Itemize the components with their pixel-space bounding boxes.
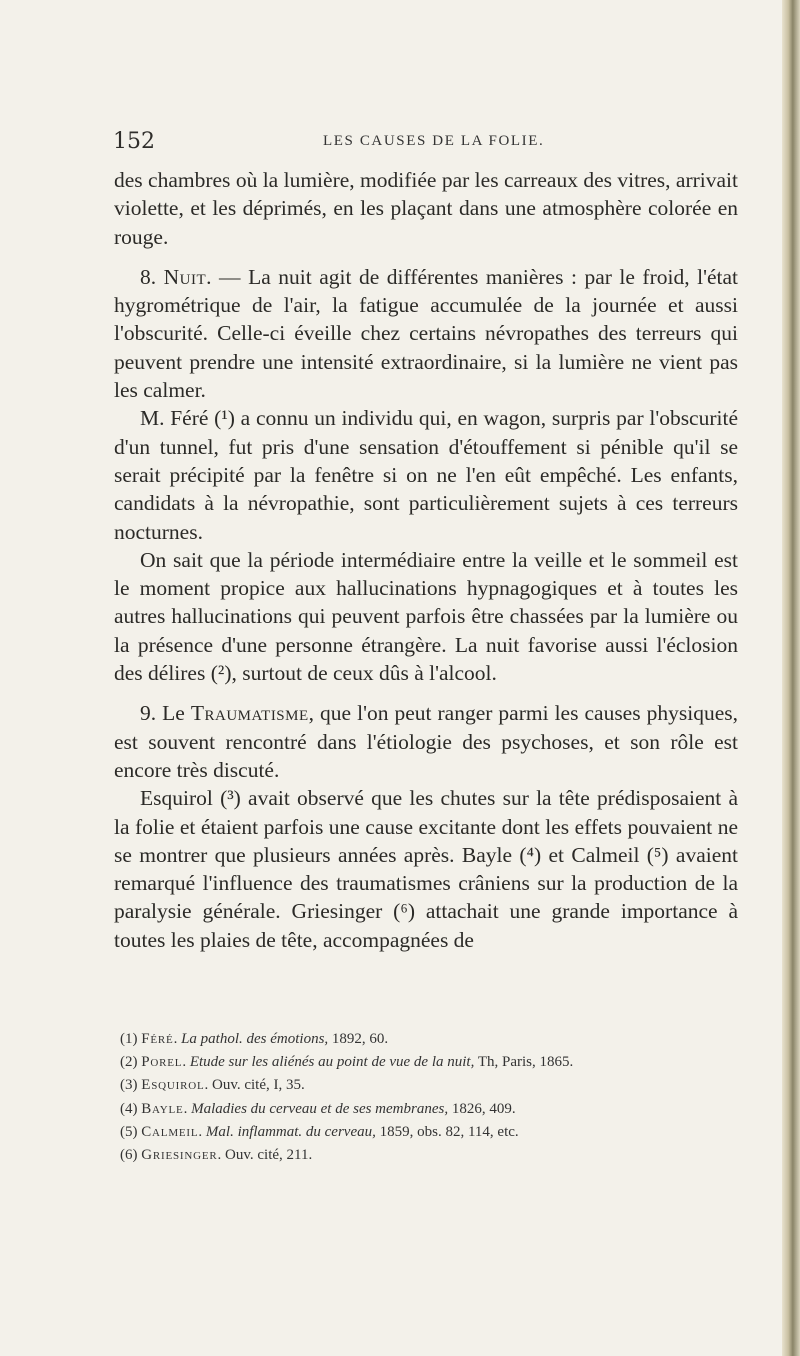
footnote: (6) Griesinger. Ouv. cité, 211. <box>120 1147 313 1164</box>
footnote-details: Ouv. cité, I, 35. <box>208 1077 305 1094</box>
paragraph-fere: M. Féré (¹) a connu un individu qui, en wagon, surpris par l'obscurité d'un tunnel, fut pris d'une sensation d'étouffement si pénible qu'il se serait précipité par la fenêtre si on ne l'en eût empêché. Les enfants, candidats à la névropathie, sont particulièrement sujets à ces terreurs nocturnes. <box>114 406 738 544</box>
footnote-number: (3) <box>120 1077 138 1094</box>
footnote: (4) Bayle. Maladies du cerveau et de ses membranes, 1826, 409. <box>120 1100 516 1117</box>
footnote-number: (5) <box>120 1123 138 1140</box>
footnote-author: Esquirol <box>141 1077 205 1094</box>
footnote-title: Maladies du cerveau et de ses membranes, <box>191 1100 449 1117</box>
footnote-details: Th, Paris, 1865. <box>474 1054 574 1071</box>
page-header <box>113 129 753 155</box>
footnote-details: 1826, 409. <box>448 1100 516 1117</box>
section-number-9: 9. Le <box>140 701 185 726</box>
section-number-8: 8. <box>140 264 157 289</box>
footnote: (2) Porel. Etude sur les aliénés au point de vue de la nuit, Th, Paris, 1865. <box>120 1054 574 1071</box>
footnote-details: 1859, obs. 82, 114, etc. <box>375 1123 519 1140</box>
footnote-author: Bayle <box>141 1100 184 1117</box>
footnote-number: (2) <box>120 1054 138 1071</box>
footnote: (3) Esquirol. Ouv. cité, I, 35. <box>120 1077 305 1094</box>
footnote-number: (1) <box>120 1031 138 1047</box>
footnote-title: La pathol. des émotions, <box>181 1031 329 1047</box>
page-number: 152 <box>113 129 155 154</box>
footnote-author: Porel <box>141 1054 183 1071</box>
paragraph-1: des chambres où la lumière, modifiée par les carreaux des vitres, arrivait violette, et les déprimés, en les plaçant dans une atmosphère colorée en rouge. <box>114 168 738 249</box>
paragraph-esquirol: Esquirol (³) avait observé que les chutes sur la tête prédisposaient à la folie et étaient parfois une cause excitante dont les effets pouvaient ne se montrer que plusieurs années après. Bayle (⁴) et Calmeil (⁵) avaient remarqué l'influence des traumatismes crâniens sur la production de la paralysie générale. Griesinger (⁶) attachait une grande importance à toutes les plaies de tête, accompagnées de <box>114 786 738 952</box>
footnote: (5) Calmeil. Mal. inflammat. du cerveau, 1859, obs. 82, 114, etc. <box>120 1123 519 1140</box>
paragraph-hallucinations: On sait que la période intermédiaire entre la veille et le sommeil est le moment propice aux hallucinations hypnagogiques et à toutes les autres hallucinations qui peuvent parfois être chassées par la lumière ou la présence d'une personne étrangère. La nuit favorise aussi l'éclosion des délires (²), surtout de ceux dûs à l'alcool. <box>114 547 738 686</box>
footnote-details: 1892, 60. <box>328 1031 389 1047</box>
section-term-traumatisme: Traumatisme <box>190 701 309 726</box>
page-edge <box>782 0 800 1356</box>
section-term-nuit: Nuit <box>163 264 207 289</box>
footnote-title: Mal. inflammat. du cerveau, <box>205 1123 376 1140</box>
footnote: (1) Féré. La pathol. des émotions, 1892, 60. <box>120 1031 389 1047</box>
paragraph-nuit <box>114 263 738 404</box>
paragraph-traumatisme <box>114 699 738 784</box>
paragraph-nuit-text: . — La nuit agit de différentes manières : par le froid, l'état hygrométrique de l'air, la fatigue accumulée de la journée et aussi l'obscurité. Celle-ci éveille chez certains névropathes des terreurs qui peuvent prendre une intensité extraordinaire, si la lumière ne vient pas les calmer. <box>114 264 738 403</box>
footnote-author: Griesinger <box>141 1147 218 1164</box>
footnote-author: Féré <box>141 1031 174 1047</box>
paragraph-traumatisme-text: , que l'on peut ranger parmi les causes physiques, est souvent rencontré dans l'étiologie des psychoses, et son rôle est encore très discuté. <box>114 701 738 782</box>
footnote-number: (4) <box>120 1100 138 1117</box>
body-text <box>114 166 738 954</box>
footnote-author: Calmeil <box>141 1123 199 1140</box>
footnote-number: (6) <box>120 1147 138 1164</box>
running-title: LES CAUSES DE LA FOLIE. <box>323 133 545 149</box>
footnote-title: Etude sur les aliénés au point de vue de la nuit, <box>189 1054 475 1071</box>
footnotes <box>120 1028 740 1167</box>
footnote-details: Ouv. cité, 211. <box>221 1147 313 1164</box>
